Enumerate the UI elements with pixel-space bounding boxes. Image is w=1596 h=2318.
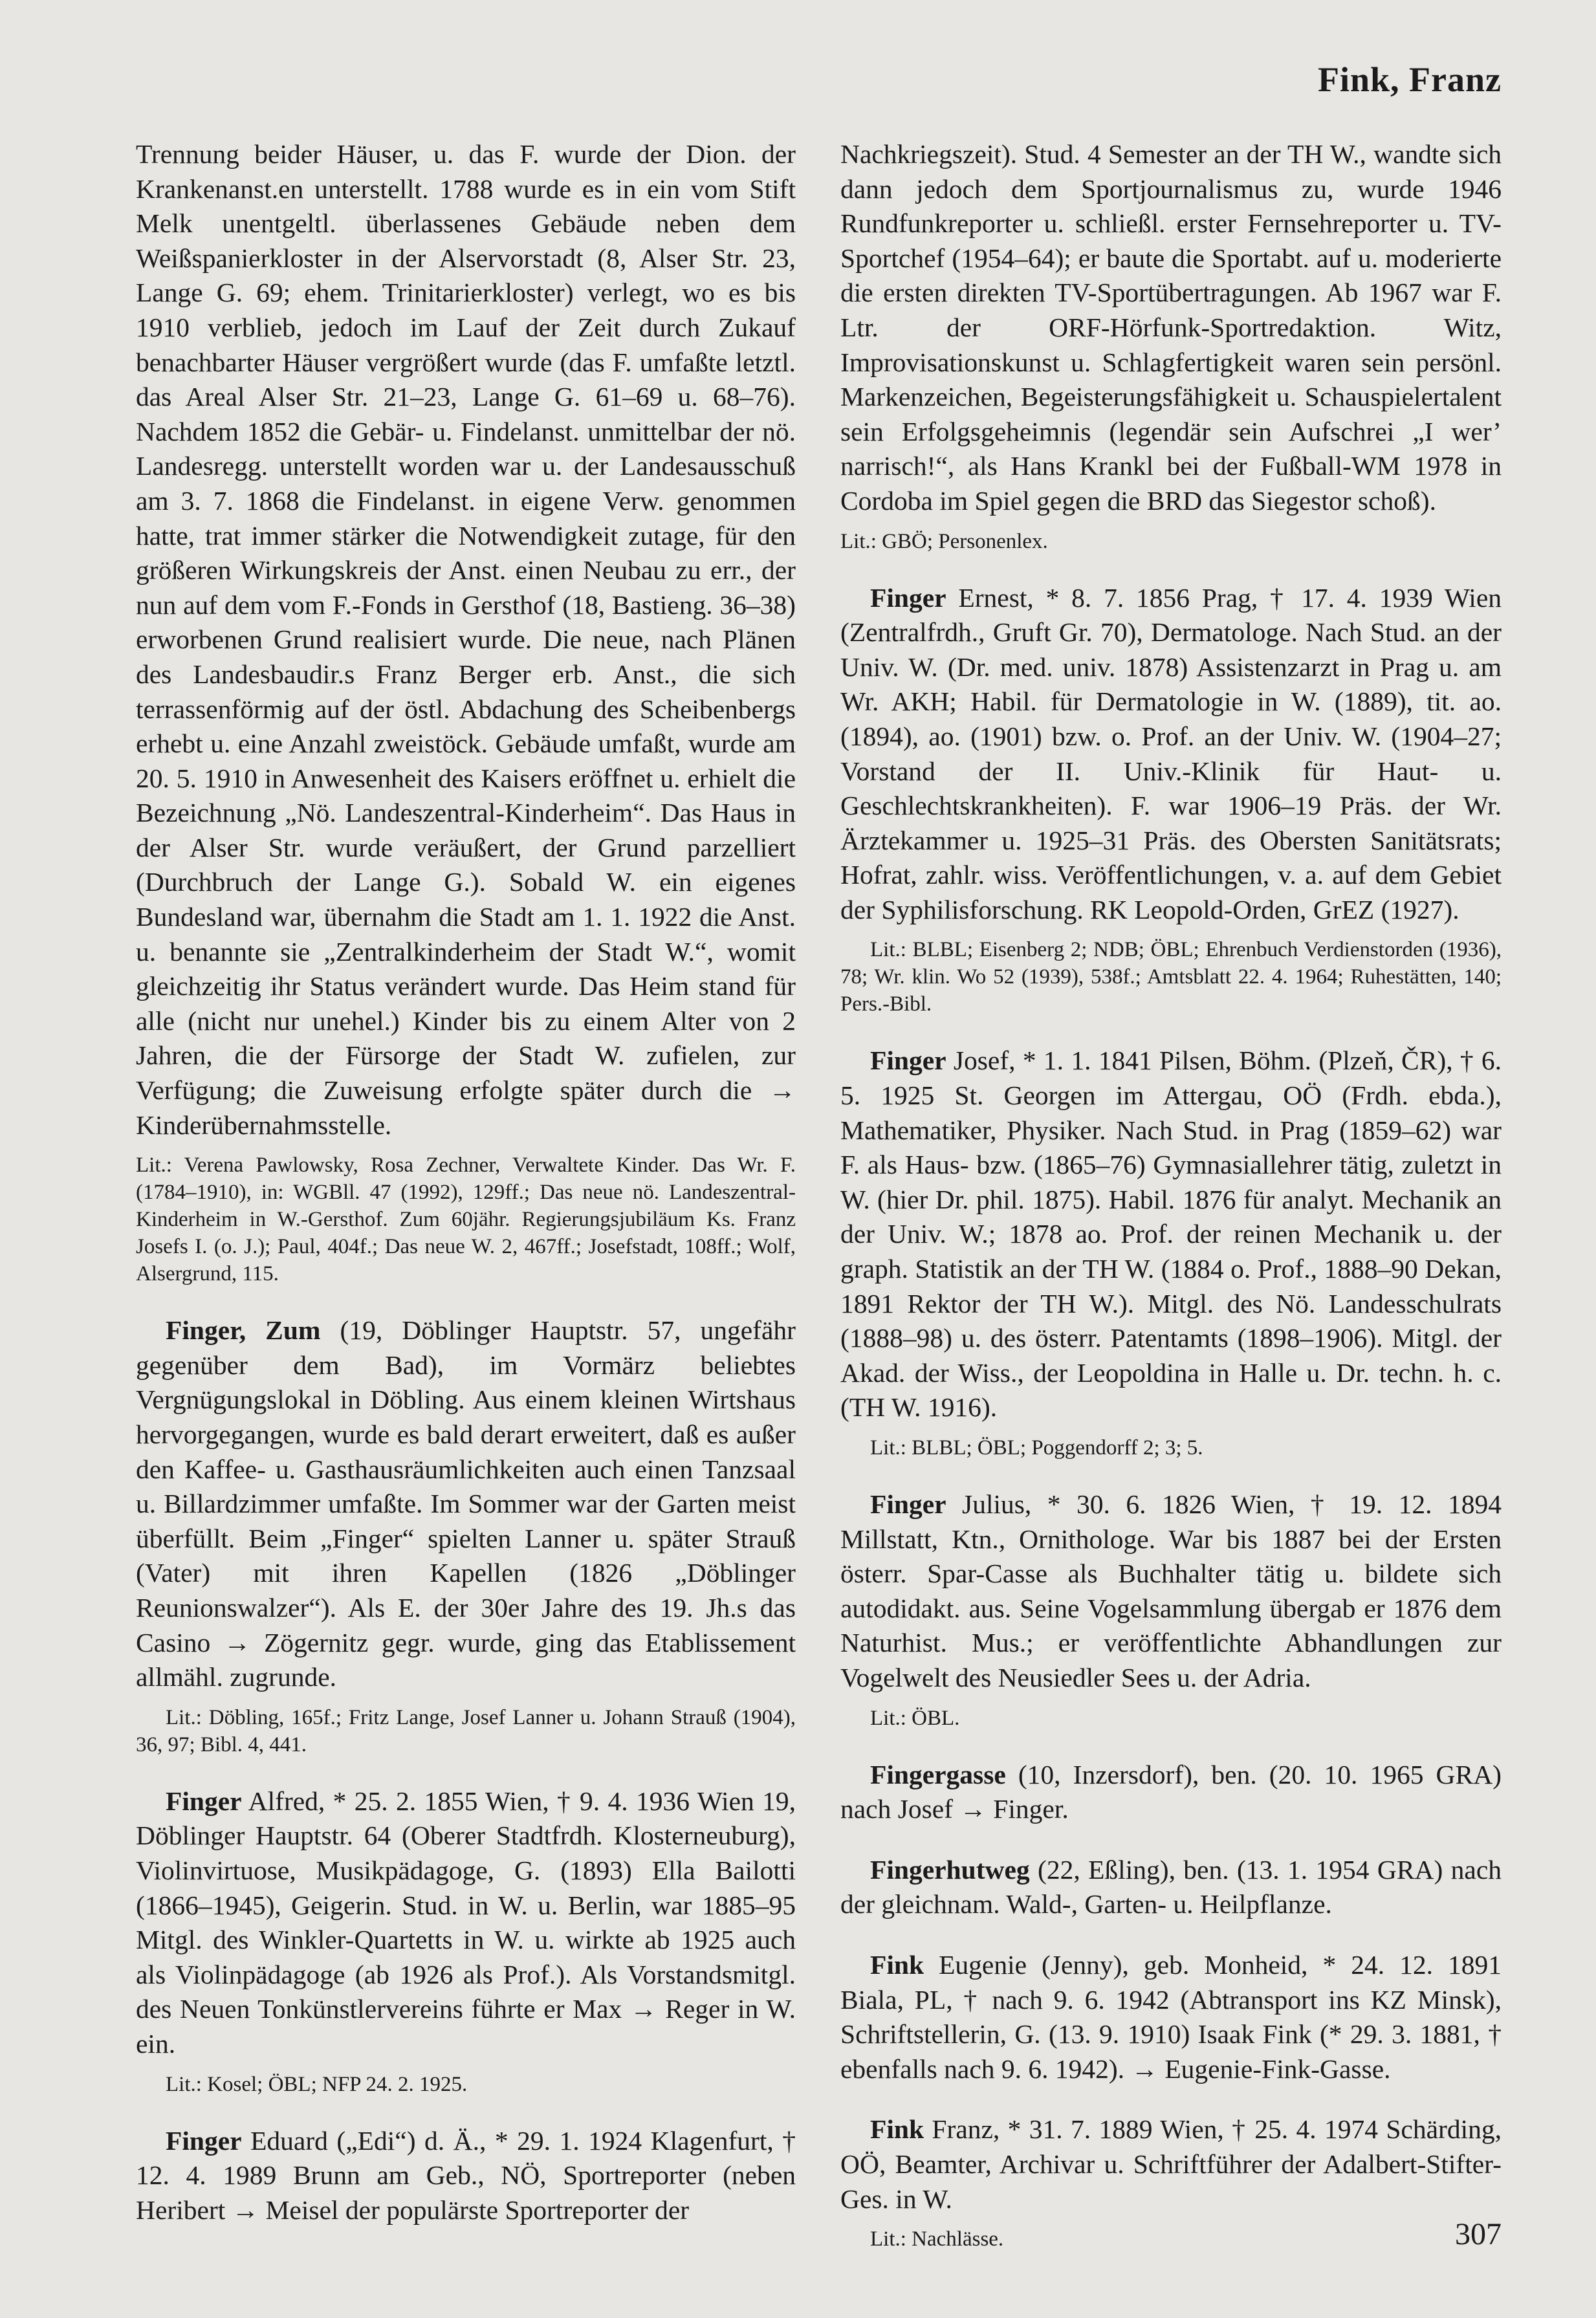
- lemma: Fink: [870, 2114, 924, 2145]
- entry-text: Ernest, * 8. 7. 1856 Prag, † 17. 4. 1939 Wien (Zentralfrdh., Gruft Gr. 70), Dermatologe. Nach Stud. an der Univ. W. (Dr. med. univ. 1878) Assistenzarzt in Prag u. am Wr. AKH; Habil. für Dermatologie in W. (1889), tit. ao. (1894), ao. (1901) bzw. o. Prof. an der Univ. W. (1904–27; Vorstand der II. Univ.-Klinik für Haut- u. Geschlechtskrankheiten). F. war 1906–19 Präs. der Wr. Ärztekammer u. 1925–31 Präs. des Obersten Sanitätsrats; Hofrat, zahlr. wiss. Veröffentlichungen, v. a. auf dem Gebiet der Syphilisforschung. RK Leopold-Orden, GrEZ (1927).: [840, 582, 1502, 924]
- entry-fink-franz: [840, 2112, 1502, 2253]
- entry-text: Julius, * 30. 6. 1826 Wien, † 19. 12. 1894 Millstatt, Ktn., Ornithologe. War bis 1887 bei der Ersten österr. Spar-Casse als Buchhalter tätig u. bildete sich autodidakt. aus. Seine Vogelsammlung übergab er 1876 dem Naturhist. Mus.; er veröffentlichte Abhandlungen zur Vogelwelt des Neusiedler Sees u. der Adria.: [840, 1489, 1502, 1692]
- entry-text: Josef, * 1. 1. 1841 Pilsen, Böhm. (Plzeň, ČR), † 6. 5. 1925 St. Georgen im Attergau, OÖ (Frdh. ebda.), Mathematiker, Physiker. Nach Stud. in Prag (1859–62) war F. als Haus- bzw. (1865–76) Gymnasiallehrer tätig, zuletzt in W. (hier Dr. phil. 1875). Habil. 1876 für analyt. Mechanik an der Univ. W.; 1878 ao. Prof. der reinen Mechanik u. der graph. Statistik an der TH W. (1884 o. Prof., 1888–90 Dekan, 1891 Rektor der TH W.). Mitgl. des Nö. Landesschulrats (1888–98) u. des österr. Patentamts (1898–1906). Mitgl. der Akad. der Wiss., der Leopoldina in Halle u. Dr. techn. h. c. (TH W. 1916).: [840, 1045, 1502, 1423]
- entry-fingerhutweg: [840, 1853, 1502, 1922]
- entry-finger-eduard: [136, 2124, 796, 2228]
- entry-text: Franz, * 31. 7. 1889 Wien, † 25. 4. 1974 Schärding, OÖ, Beamter, Archivar u. Schriftführer der Adalbert-Stifter-Ges. in W.: [840, 2114, 1502, 2214]
- entry-text: Eduard („Edi“) d. Ä., * 29. 1. 1924 Klagenfurt, † 12. 4. 1989 Brunn am Geb., NÖ, Sportreporter (neben Heribert → Meisel der populärste Sportreporter der: [136, 2125, 796, 2225]
- continued-entry: [136, 137, 796, 1287]
- right-column: [840, 137, 1502, 2253]
- literature-note: Lit.: Nachlässe.: [870, 2227, 1004, 2251]
- lemma: Fingerhutweg: [870, 1854, 1030, 1885]
- entry-text: (22, Eßling), ben. (13. 1. 1954 GRA) nach der gleichnam. Wald-, Garten- u. Heilpflanze.: [840, 1854, 1502, 1919]
- continued-entry: [840, 137, 1502, 555]
- entry-text: Nachkriegszeit). Stud. 4 Semester an der TH W., wandte sich dann jedoch dem Sportjournalismus zu, wurde 1946 Rundfunkreporter u. schließl. erster Fernsehreporter u. TV-Sportchef (1954–64); er baute die Sportabt. auf u. moderierte die ersten direkten TV-Sportübertragungen. Ab 1967 war F. Ltr. der ORF-Hörfunk-Sportredaktion. Witz, Improvisationskunst u. Schlagfertigkeit waren sein persönl. Markenzeichen, Begeisterungsfähigkeit u. Schauspielertalent sein Erfolgsgeheimnis (legendär sein Aufschrei „I wer’ narrisch!“, als Hans Krankl bei der Fußball-WM 1978 in Cordoba im Spiel gegen die BRD das Siegestor schoß).: [840, 139, 1502, 516]
- lemma: Finger: [166, 2125, 242, 2156]
- lemma: Finger: [870, 582, 946, 613]
- running-head: Fink, Franz: [1317, 60, 1502, 99]
- page-number: 307: [1455, 2217, 1502, 2251]
- entry-finger-ernest: [840, 581, 1502, 1018]
- entry-text: (19, Döblinger Hauptstr. 57, ungefähr gegenüber dem Bad), im Vormärz beliebtes Vergnügungslokal in Döbling. Aus einem kleinen Wirtshaus hervorgegangen, wurde es bald derart erweitert, daß es außer den Kaffee- u. Gasthausräumlichkeiten auch einen Tanzsaal u. Billardzimmer umfaßte. Im Sommer war der Garten meist überfüllt. Beim „Finger“ spielten Lanner u. später Strauß (Vater) mit ihren Kapellen (1826 „Döblinger Reunionswalzer“). Als E. der 30er Jahre des 19. Jh.s das Casino → Zögernitz gegr. wurde, ging das Etablissement allmähl. zugrunde.: [136, 1315, 796, 1692]
- entry-fink-eugenie: [840, 1948, 1502, 2086]
- lemma: Fingergasse: [870, 1759, 1006, 1789]
- left-column: [136, 137, 796, 2227]
- lemma: Finger: [870, 1045, 946, 1076]
- literature-note: Lit.: ÖBL.: [870, 1706, 960, 1730]
- entry-finger-josef: [840, 1044, 1502, 1461]
- entry-finger-julius: [840, 1487, 1502, 1732]
- literature-note: Lit.: Verena Pawlowsky, Rosa Zechner, Verwaltete Kinder. Das Wr. F. (1784–1910), in: WGBll. 47 (1992), 129ff.; Das neue nö. Landeszentral-Kinderheim in W.-Gersthof. Zum 60jähr. Regierungsjubiläum Ks. Franz Josefs I. (o. J.); Paul, 404f.; Das neue W. 2, 467ff.; Josefstadt, 108ff.; Wolf, Alsergrund, 115.: [136, 1154, 796, 1286]
- entry-text: Alfred, * 25. 2. 1855 Wien, † 9. 4. 1936 Wien 19, Döblinger Hauptstr. 64 (Oberer Stadtfrdh. Klosterneuburg), Violinvirtuose, Musikpädagoge, G. (1893) Ella Bailotti (1866–1945), Geigerin. Stud. in W. u. Berlin, war 1885–95 Mitgl. des Winkler-Quartetts in W. u. wirkte ab 1925 auch als Violinpädagoge (ab 1926 als Prof.). Als Vorstandsmitgl. des Neuen Tonkünstlervereins führte er Max → Reger in W. ein.: [136, 1786, 796, 2059]
- entry-finger-zum: [136, 1313, 796, 1758]
- entry-text: (10, Inzersdorf), ben. (20. 10. 1965 GRA) nach Josef → Finger.: [840, 1759, 1502, 1824]
- lemma: Finger: [870, 1489, 946, 1519]
- lemma: Finger, Zum: [166, 1315, 321, 1346]
- lemma: Fink: [870, 1949, 924, 1980]
- entry-finger-alfred: [136, 1784, 796, 2098]
- lemma: Finger: [166, 1786, 242, 1816]
- literature-note: Lit.: BLBL; ÖBL; Poggendorff 2; 3; 5.: [870, 1436, 1203, 1460]
- literature-note: Lit.: Kosel; ÖBL; NFP 24. 2. 1925.: [166, 2072, 468, 2096]
- entry-text: Trennung beider Häuser, u. das F. wurde der Dion. der Krankenanst.en unterstellt. 1788 wurde es in ein vom Stift Melk unentgeltl. überlassenes Gebäude neben dem Weißspanierkloster in der Alservorstadt (8, Alser Str. 23, Lange G. 69; ehem. Trinitarierkloster) verlegt, wo es bis 1910 verblieb, jedoch im Lauf der Zeit durch Zukauf benachbarter Häuser vergrößert wurde (das F. umfaßte letztl. das Areal Alser Str. 21–23, Lange G. 61–69 u. 68–76). Nachdem 1852 die Gebär- u. Findelanst. unmittelbar der nö. Landesregg. unterstellt worden war u. der Landesausschuß am 3. 7. 1868 die Findelanst. in eigene Verw. genommen hatte, trat immer stärker die Notwendigkeit zutage, für den größeren Wirkungskreis der Anst. einen Neubau zu err., der nun auf dem vom F.-Fonds in Gersthof (18, Bastieng. 36–38) erworbenen Grund realisiert wurde. Die neue, nach Plänen des Landesbaudir.s Franz Berger erb. Anst., die sich terrassenförmig auf der östl. Abdachung des Scheibenbergs erhebt u. eine Anzahl zweistöck. Gebäude umfaßt, wurde am 20. 5. 1910 in Anwesenheit des Kaisers eröffnet u. erhielt die Bezeichnung „Nö. Landeszentral-Kinderheim“. Das Haus in der Alser Str. wurde veräußert, der Grund parzelliert (Durchbruch der Lange G.). Sobald W. ein eigenes Bundesland war, übernahm die Stadt am 1. 1. 1922 die Anst. u. benannte sie „Zentralkinderheim der Stadt W.“, womit gleichzeitig ihr Status verändert wurde. Das Heim stand für alle (nicht nur unehel.) Kinder bis zu einem Alter von 2 Jahren, die der Fürsorge der Stadt W. zufielen, zur Verfügung; die Zuweisung erfolgte später durch die → Kinderübernahmsstelle.: [136, 139, 796, 1140]
- literature-note: Lit.: Döbling, 165f.; Fritz Lange, Josef Lanner u. Johann Strauß (1904), 36, 97; Bibl. 4, 441.: [136, 1705, 796, 1756]
- literature-note: Lit.: GBÖ; Personenlex.: [840, 529, 1048, 553]
- literature-note: Lit.: BLBL; Eisenberg 2; NDB; ÖBL; Ehrenbuch Verdienstorden (1936), 78; Wr. klin. Wo 52 (1939), 538f.; Amtsblatt 22. 4. 1964; Ruhestätten, 140; Pers.-Bibl.: [840, 938, 1502, 1016]
- entry-text: Eugenie (Jenny), geb. Monheid, * 24. 12. 1891 Biala, PL, † nach 9. 6. 1942 (Abtransport ins KZ Minsk), Schriftstellerin, G. (13. 9. 1910) Isaak Fink (* 29. 3. 1881, † ebenfalls nach 9. 6. 1942). → Eugenie-Fink-Gasse.: [840, 1949, 1502, 2084]
- entry-fingergasse: [840, 1758, 1502, 1827]
